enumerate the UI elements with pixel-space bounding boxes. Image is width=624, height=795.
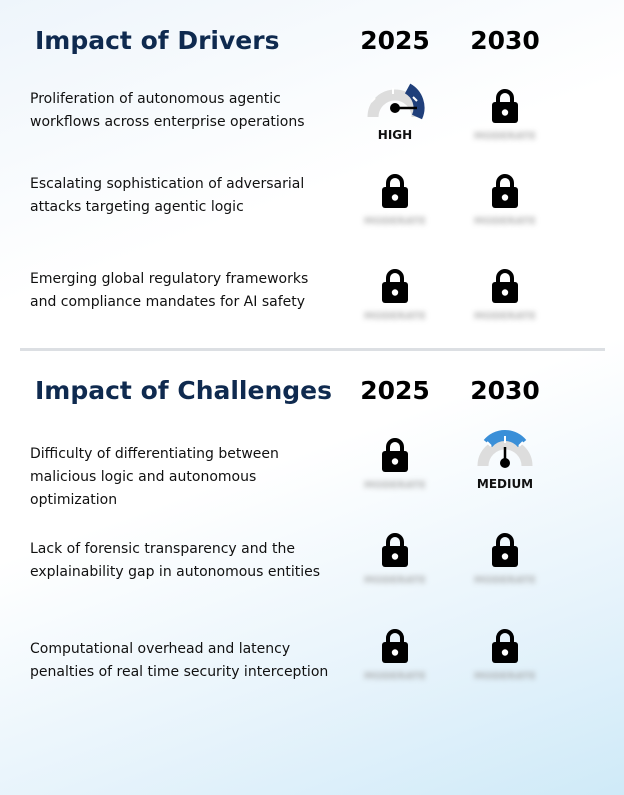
gauge-medium-icon (475, 429, 535, 479)
driver-row-3-2030-cell (450, 268, 560, 348)
driver-row-2-2025-cell (340, 173, 450, 253)
hidden-level-label: MODERATE (364, 671, 426, 682)
hidden-level-label: MODERATE (474, 671, 536, 682)
driver-row-1-2030-cell (450, 88, 560, 168)
challenges-year-2025: 2025 (360, 376, 430, 405)
lock-icon (491, 268, 519, 304)
lock-icon (381, 532, 409, 568)
hidden-level-label: MODERATE (364, 216, 426, 227)
lock-icon (491, 628, 519, 664)
challenge-row-2-2030-cell (450, 532, 560, 612)
driver-row-1-2025-cell (340, 80, 450, 160)
driver-row-3-text: Emerging global regulatory frameworks and compliance mandates for AI safety (30, 271, 309, 310)
lock-icon (381, 173, 409, 209)
driver-row-2-2030-cell (450, 173, 560, 253)
drivers-year-2025: 2025 (360, 26, 430, 55)
drivers-title: Impact of Drivers (35, 26, 280, 55)
driver-row-3-2025-cell (340, 268, 450, 348)
lock-icon (381, 437, 409, 473)
lock-icon (491, 173, 519, 209)
hidden-level-label: MODERATE (474, 131, 536, 142)
gauge-high-icon (365, 80, 425, 130)
driver-row-1-text: Proliferation of autonomous agentic workflows across enterprise operations (30, 91, 305, 130)
hidden-level-label: MODERATE (364, 311, 426, 322)
lock-icon (491, 532, 519, 568)
gauge-high-label: HIGH (377, 128, 413, 142)
challenge-row-1-text: Difficulty of differentiating between malicious logic and autonomous optimization (30, 446, 279, 508)
challenge-row-3-2025-cell (340, 628, 450, 708)
drivers-year-2030: 2030 (470, 26, 540, 55)
challenge-row-3-text: Computational overhead and latency penalties of real time security interception (30, 641, 329, 680)
lock-icon (381, 268, 409, 304)
hidden-level-label: MODERATE (364, 575, 426, 586)
lock-icon (491, 88, 519, 124)
hidden-level-label: MODERATE (474, 216, 536, 227)
challenge-row-1-2030-cell (450, 429, 560, 509)
section-divider (20, 348, 605, 351)
challenge-row-2-text: Lack of forensic transparency and the explainability gap in autonomous entities (30, 541, 321, 580)
challenge-row-1-2025-cell (340, 437, 450, 517)
driver-row-2-text: Escalating sophistication of adversarial attacks targeting agentic logic (30, 176, 305, 215)
hidden-level-label: MODERATE (364, 480, 426, 491)
lock-icon (381, 628, 409, 664)
hidden-level-label: MODERATE (474, 575, 536, 586)
challenge-row-3-2030-cell (450, 628, 560, 708)
hidden-level-label: MODERATE (474, 311, 536, 322)
challenges-year-2030: 2030 (470, 376, 540, 405)
gauge-medium-label: MEDIUM (476, 477, 534, 491)
challenge-row-2-2025-cell (340, 532, 450, 612)
challenges-title: Impact of Challenges (35, 376, 332, 405)
